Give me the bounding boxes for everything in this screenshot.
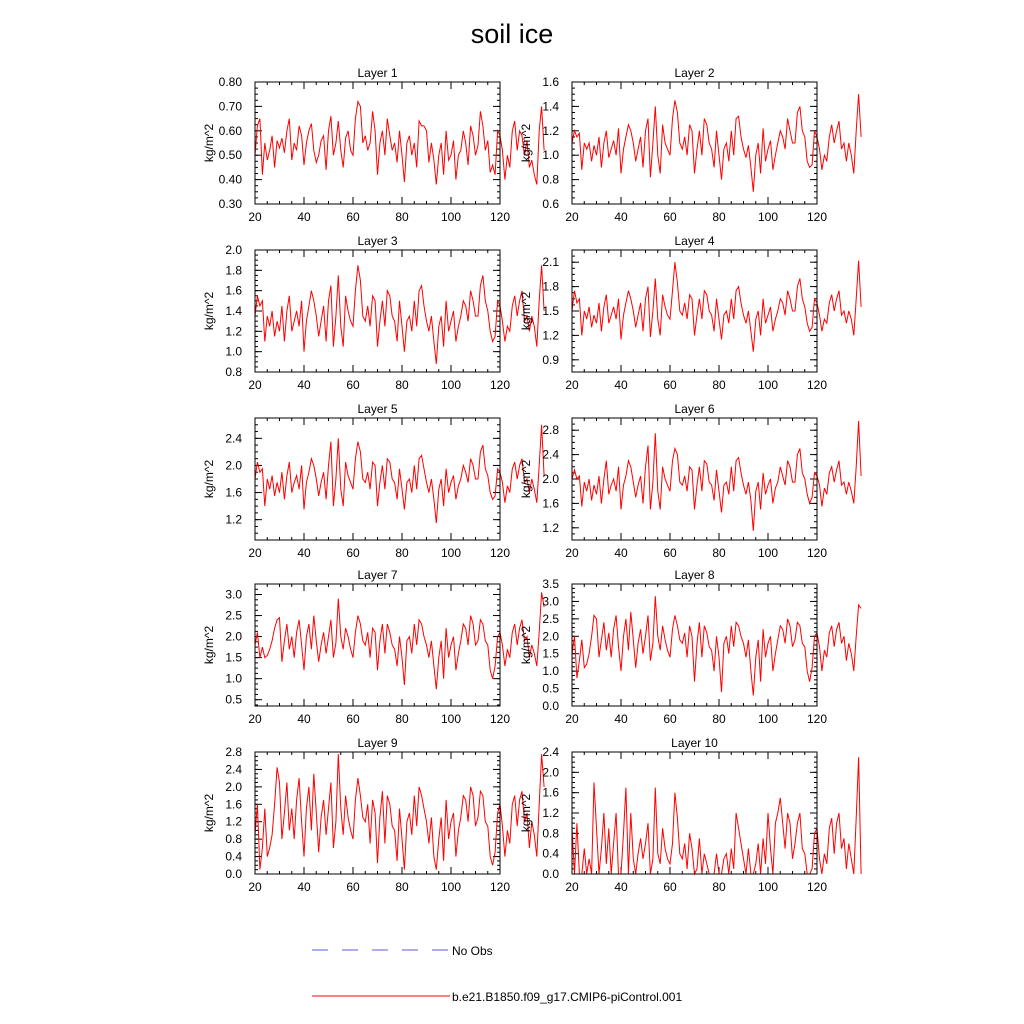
x-tick-label: 120 [806, 210, 828, 224]
x-tick-label: 20 [565, 712, 579, 726]
x-tick-label: 80 [395, 712, 409, 726]
x-tick-label: 40 [297, 378, 311, 392]
x-tick-label: 120 [806, 546, 828, 560]
y-tick-label: 1.5 [542, 304, 559, 318]
x-tick-label: 40 [614, 546, 628, 560]
x-tick-label: 40 [614, 880, 628, 894]
y-tick-label: 0.70 [218, 99, 242, 114]
y-tick-label: 0.8 [225, 832, 242, 847]
y-tick-label: 1.6 [542, 75, 559, 89]
y-tick-label: 0.5 [225, 692, 242, 707]
y-tick-label: 2.0 [225, 458, 242, 473]
y-tick-label: 2.4 [225, 431, 242, 446]
y-tick-label: 3.0 [542, 594, 559, 609]
y-tick-label: 0.4 [225, 849, 242, 864]
panel-title-layer-6: Layer 6 [674, 402, 715, 416]
x-tick-label: 100 [757, 210, 779, 224]
x-tick-label: 100 [757, 546, 779, 560]
y-tick-label: 1.0 [542, 148, 559, 163]
x-tick-label: 20 [565, 546, 579, 560]
y-tick-label: 2.0 [225, 779, 242, 794]
y-tick-label: 0.0 [542, 867, 559, 881]
y-tick-label: 0.0 [542, 699, 559, 713]
y-tick-label: 1.6 [225, 283, 242, 298]
y-tick-label: 1.2 [542, 520, 559, 535]
y-tick-label: 2.0 [225, 629, 242, 644]
x-tick-label: 20 [248, 880, 262, 894]
y-tick-label: 0.8 [542, 826, 559, 841]
y-tick-label: 2.4 [225, 762, 242, 777]
y-tick-label: 2.1 [542, 255, 559, 270]
y-tick-label: 0.6 [542, 197, 559, 211]
y-tick-label: 2.0 [542, 765, 559, 780]
y-tick-label: 0.50 [218, 148, 242, 163]
x-tick-label: 20 [565, 880, 579, 894]
x-tick-label: 100 [440, 378, 462, 392]
y-axis-label: kg/m^2 [519, 793, 533, 833]
x-tick-label: 100 [440, 546, 462, 560]
x-tick-label: 120 [489, 378, 511, 392]
y-tick-label: 3.0 [225, 587, 242, 602]
y-tick-label: 2.4 [542, 447, 559, 462]
y-tick-label: 1.2 [542, 123, 559, 138]
x-tick-label: 60 [346, 880, 360, 894]
y-tick-label: 1.2 [225, 324, 242, 339]
panel-title-layer-1: Layer 1 [357, 66, 398, 80]
y-tick-label: 1.8 [542, 279, 559, 294]
x-tick-label: 80 [395, 210, 409, 224]
legend-model-label: b.e21.B1850.f09_g17.CMIP6-piControl.001 [452, 990, 683, 1004]
figure-title: soil ice [470, 19, 554, 49]
y-axis-label: kg/m^2 [202, 123, 216, 163]
x-tick-label: 20 [248, 378, 262, 392]
x-tick-label: 60 [346, 712, 360, 726]
y-tick-label: 1.5 [225, 650, 242, 665]
x-tick-label: 80 [712, 210, 726, 224]
x-tick-label: 40 [614, 712, 628, 726]
y-tick-label: 0.60 [218, 123, 242, 138]
y-tick-label: 1.0 [542, 664, 559, 679]
y-tick-label: 1.0 [225, 344, 242, 359]
x-tick-label: 60 [346, 378, 360, 392]
x-tick-label: 60 [663, 880, 677, 894]
x-tick-label: 40 [297, 880, 311, 894]
x-tick-label: 60 [663, 712, 677, 726]
panel-title-layer-5: Layer 5 [357, 402, 398, 416]
y-tick-label: 1.4 [542, 99, 559, 114]
y-tick-label: 1.2 [542, 328, 559, 343]
y-tick-label: 1.6 [225, 797, 242, 812]
x-tick-label: 60 [663, 210, 677, 224]
x-tick-label: 40 [297, 210, 311, 224]
x-tick-label: 80 [712, 546, 726, 560]
x-tick-label: 20 [248, 210, 262, 224]
x-tick-label: 60 [346, 546, 360, 560]
x-tick-label: 120 [489, 210, 511, 224]
panel-title-layer-10: Layer 10 [671, 736, 718, 750]
y-axis-label: kg/m^2 [202, 625, 216, 665]
x-tick-label: 80 [712, 378, 726, 392]
y-tick-label: 1.5 [542, 646, 559, 661]
x-tick-label: 40 [614, 210, 628, 224]
y-tick-label: 0.9 [542, 352, 559, 367]
y-tick-label: 0.4 [542, 846, 559, 861]
y-tick-label: 3.5 [542, 577, 559, 591]
x-tick-label: 120 [489, 712, 511, 726]
y-tick-label: 0.5 [542, 681, 559, 696]
x-tick-label: 20 [565, 210, 579, 224]
panel-title-layer-7: Layer 7 [357, 568, 398, 582]
y-tick-label: 2.4 [542, 745, 559, 759]
panel-title-layer-4: Layer 4 [674, 234, 715, 248]
panel-title-layer-3: Layer 3 [357, 234, 398, 248]
y-axis-label: kg/m^2 [519, 459, 533, 499]
panel-title-layer-2: Layer 2 [674, 66, 715, 80]
y-axis-label: kg/m^2 [202, 459, 216, 499]
y-tick-label: 1.2 [542, 806, 559, 820]
x-tick-label: 20 [248, 712, 262, 726]
x-tick-label: 80 [712, 880, 726, 894]
y-tick-label: 2.8 [542, 423, 559, 438]
y-tick-label: 0.8 [225, 365, 242, 379]
x-tick-label: 120 [806, 880, 828, 894]
y-tick-label: 1.0 [225, 671, 242, 686]
x-tick-label: 100 [440, 712, 462, 726]
x-tick-label: 60 [663, 378, 677, 392]
y-tick-label: 1.2 [225, 512, 242, 527]
x-tick-label: 120 [806, 378, 828, 392]
y-tick-label: 1.8 [225, 263, 242, 278]
y-tick-label: 0.8 [542, 172, 559, 187]
x-tick-label: 100 [440, 210, 462, 224]
y-tick-label: 0.0 [225, 867, 242, 881]
y-tick-label: 0.30 [218, 197, 242, 211]
y-tick-label: 1.2 [225, 814, 242, 829]
x-tick-label: 60 [663, 546, 677, 560]
y-tick-label: 2.8 [225, 745, 242, 759]
y-axis-label: kg/m^2 [519, 291, 533, 331]
x-tick-label: 120 [489, 546, 511, 560]
x-tick-label: 40 [297, 712, 311, 726]
y-tick-label: 0.80 [218, 75, 242, 89]
y-tick-label: 1.6 [225, 485, 242, 500]
x-tick-label: 40 [614, 378, 628, 392]
y-tick-label: 2.0 [225, 243, 242, 257]
panel-title-layer-9: Layer 9 [357, 736, 398, 750]
x-tick-label: 80 [712, 712, 726, 726]
y-axis-label: kg/m^2 [519, 123, 533, 163]
y-tick-label: 2.5 [225, 608, 242, 623]
x-tick-label: 100 [757, 378, 779, 392]
y-tick-label: 2.5 [542, 611, 559, 626]
x-tick-label: 100 [440, 880, 462, 894]
y-tick-label: 1.6 [542, 496, 559, 511]
x-tick-label: 80 [395, 880, 409, 894]
y-tick-label: 0.40 [218, 172, 242, 187]
panel-title-layer-8: Layer 8 [674, 568, 715, 582]
x-tick-label: 100 [757, 880, 779, 894]
y-tick-label: 1.6 [542, 785, 559, 800]
y-axis-label: kg/m^2 [202, 793, 216, 833]
x-tick-label: 120 [806, 712, 828, 726]
x-tick-label: 40 [297, 546, 311, 560]
x-tick-label: 100 [757, 712, 779, 726]
x-tick-label: 80 [395, 546, 409, 560]
y-axis-label: kg/m^2 [202, 291, 216, 331]
y-tick-label: 2.0 [542, 629, 559, 644]
y-axis-label: kg/m^2 [519, 625, 533, 665]
x-tick-label: 20 [565, 378, 579, 392]
y-tick-label: 1.4 [225, 304, 242, 318]
x-tick-label: 80 [395, 378, 409, 392]
x-tick-label: 120 [489, 880, 511, 894]
x-tick-label: 20 [248, 546, 262, 560]
y-tick-label: 2.0 [542, 472, 559, 486]
x-tick-label: 60 [346, 210, 360, 224]
legend-no-obs-label: No Obs [452, 944, 493, 958]
